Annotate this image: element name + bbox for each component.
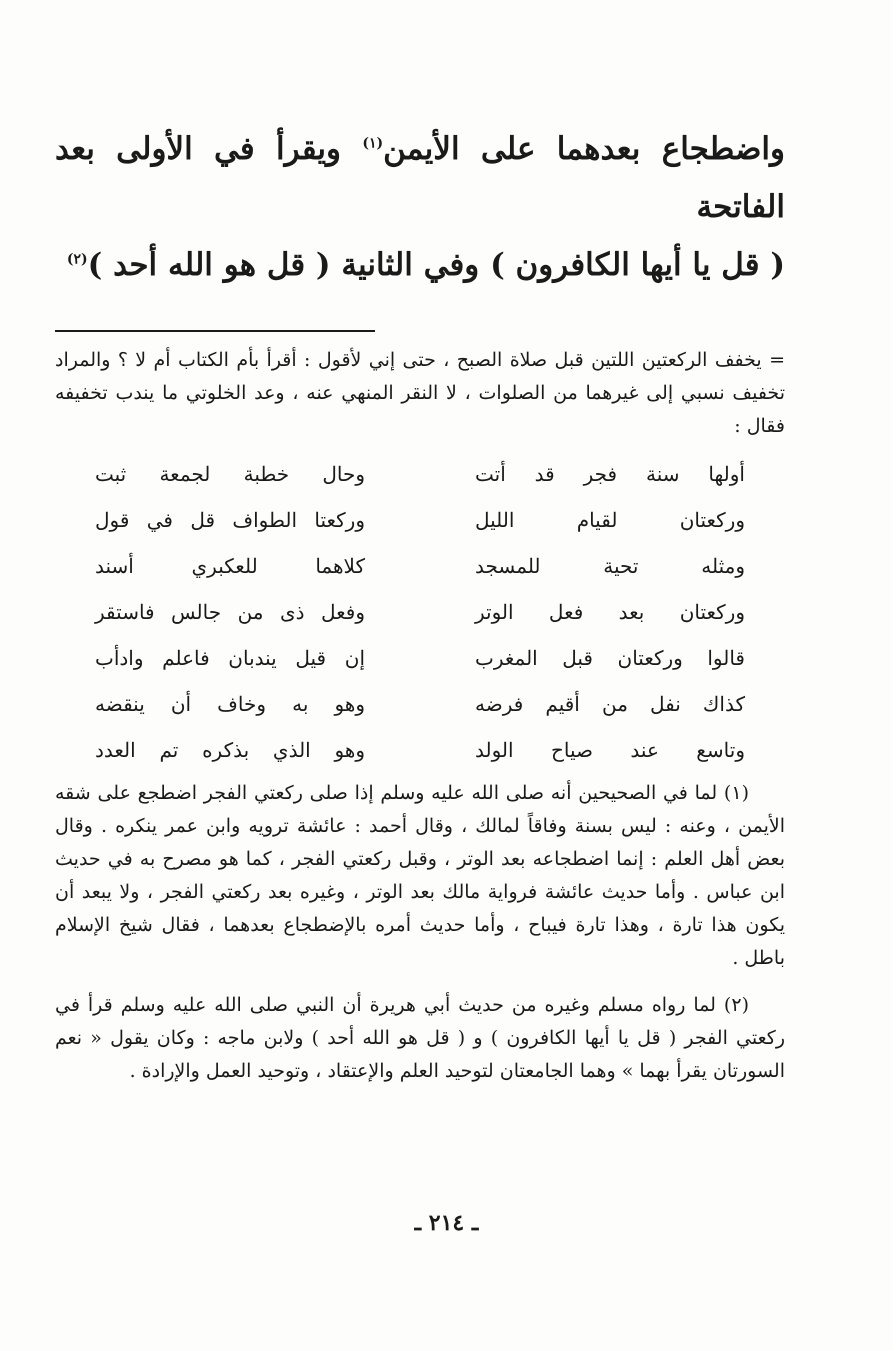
- poem-first-hemistich: وركعتان بعد فعل الوتر: [475, 600, 745, 624]
- poem-verse: [95, 681, 745, 727]
- poem-first-hemistich: وركعتان لقيام الليل: [475, 508, 745, 532]
- page-number: ـ ٢١٤ ـ: [414, 1210, 479, 1236]
- main-line-1: [55, 120, 785, 236]
- poem-verse: [95, 451, 745, 497]
- poem-verse: [95, 727, 745, 773]
- poem-second-hemistich: وفعل ذى من جالس فاستقر: [95, 600, 365, 624]
- footnote-ref-1: (١): [362, 135, 384, 152]
- poem-first-hemistich: أولها سنة فجر قد أتت: [475, 462, 745, 486]
- poem-verse: [95, 589, 745, 635]
- poem-second-hemistich: وركعتا الطواف قل في قول: [95, 508, 365, 532]
- poem-verse: [95, 635, 745, 681]
- main-line-2: [55, 236, 785, 294]
- footnote-2: (٢) لما رواه مسلم وغيره من حديث أبي هريرة أن النبي صلى الله عليه وسلم قرأ في ركعتي الفجر ( قل يا أيها الكافرون ) و ( قل هو الله أحد ) ولابن ماجه : وكان يقول « نعم السورتان يقرأ بهما » وهما الجامعتان لتوحيد العلم والإعتقاد ، وتوحيد العمل والإرادة .: [55, 994, 785, 1082]
- page-body: [55, 120, 785, 1102]
- footnotes: [55, 777, 785, 1088]
- footnote-1: (١) لما في الصحيحين أنه صلى الله عليه وسلم إذا صلى ركعتي الفجر اضطجع على شقه الأيمن ، وعنه : ليس بسنة وفاقاً لمالك ، وقال أحمد : عائشة ترويه وابن عمر ينكره . وقال بعض أهل العلم : إنما اضطجاعه بعد الوتر ، وقبل ركعتي الفجر ، كما هو مصرح به في حديث ابن عباس . وأما حديث عائشة فرواية مالك بعد الوتر ، وغيره بعد ركعتي الفجر ، ولا يبعد أن يكون هذا تارة ، وهذا تارة فيباح ، وأما حديث أمره بالإضطجاع بعدهما ، فقال شيخ الإسلام باطل .: [55, 782, 785, 969]
- main-line-2-text: ( قل يا أيها الكافرون ) وفي الثانية ( قل هو الله أحد ): [87, 247, 785, 283]
- poem-second-hemistich: وهو الذي بذكره تم العدد: [95, 738, 365, 762]
- poem-first-hemistich: ومثله تحية للمسجد: [475, 554, 745, 578]
- poem-second-hemistich: وحال خطبة لجمعة ثبت: [95, 462, 365, 486]
- poem-first-hemistich: قالوا وركعتان قبل المغرب: [475, 646, 745, 670]
- main-text: [55, 120, 785, 294]
- poem-verse: [95, 497, 745, 543]
- separator-wrap: [55, 330, 785, 332]
- separator-rule: [55, 330, 375, 332]
- poem-second-hemistich: وهو به وخاف أن ينقضه: [95, 692, 365, 716]
- main-line-1-part-b: ويقرأ في الأولى بعد الفاتحة: [55, 131, 785, 225]
- poem-first-hemistich: كذاك نفل من أقيم فرضه: [475, 692, 745, 716]
- main-line-1-part-a: واضطجاع بعدهما على الأيمن: [383, 131, 785, 167]
- poem-first-hemistich: وتاسع عند صياح الولد: [475, 738, 745, 762]
- note-paragraph: = يخفف الركعتين اللتين قبل صلاة الصبح ، حتى إني لأقول : أقرأ بأم الكتاب أم لا ؟ والمراد تخفيف نسبي إلى غيرهما من الصلوات ، لا النقر المنهي عنه ، وعد الخلوتي ما يندب تخفيفه فقال :: [55, 349, 785, 437]
- poem-verse: [95, 543, 745, 589]
- poem-second-hemistich: كلاهما للعكبري أسند: [95, 554, 365, 578]
- footnote-ref-2: (٢): [66, 251, 88, 268]
- poem: [95, 451, 745, 773]
- note-continuation: [55, 344, 785, 443]
- poem-second-hemistich: إن قيل يندبان فاعلم وادأب: [95, 646, 365, 670]
